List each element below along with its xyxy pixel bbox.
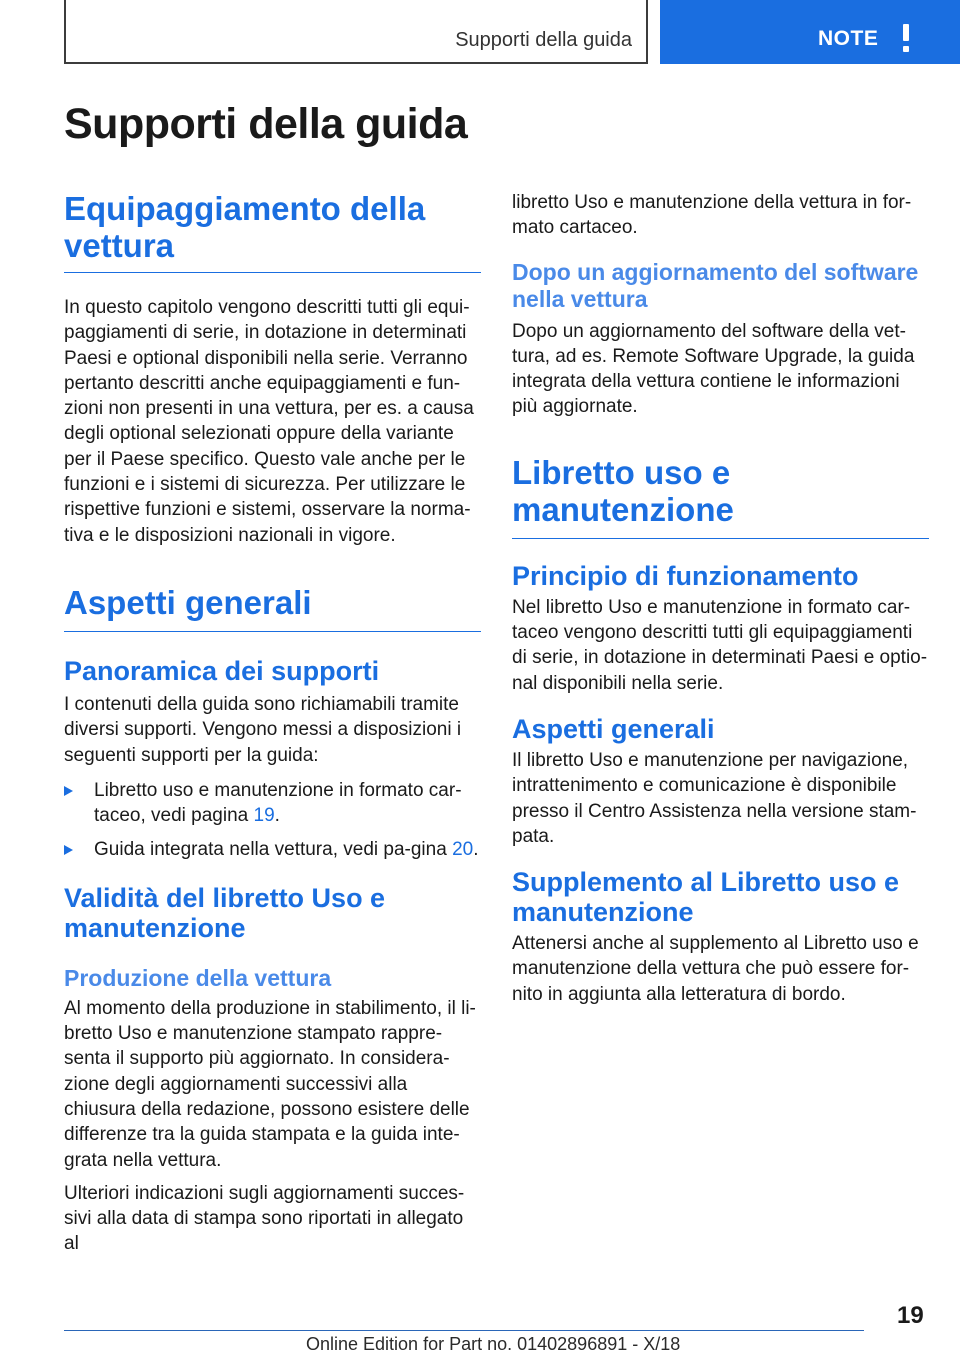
paragraph-principio: Nel libretto Uso e manutenzione in formato car-taceo vengono descritti tutti gli equipaggiamenti di serie, in dotazione in determinati Paesi e optio-nal disponibili nella serie. [512,596,928,694]
subheading-validita: Validità del libretto Uso e manutenzione [64,882,386,943]
paragraph-aspetti-generali-2: Il libretto Uso e manutenzione per navigazione, intrattenimento e comunicazione è disponibile presso il Centro Assistenza nella versione stam-pata. [512,749,917,847]
subsubheading-produzione: Produzione della vettura [64,964,332,991]
list-item-text: Libretto uso e manutenzione in formato car-taceo, vedi pagina [94,779,462,827]
paragraph-equipaggiamento: In questo capitolo vengono descritti tutti gli equi-paggiamenti di serie, in dotazione in determinati Paesi e optional disponibili nella serie. Verranno pertanto descritti anche equipaggiamenti e fun-zioni non presenti in una vettura, per es. a causa degli optional selezionati oppure della variante per il Paese specifico. Questo vale anche per le funzioni e i sistemi di sicurezza. Per utilizzare le rispettive funzioni e sistemi, osservare la norma-tiva e le disposizioni nazionali in vigore. [64,297,474,546]
header-note-label: NOTE [818,27,879,50]
subheading-supplemento: Supplemento al Libretto uso e manutenzione [512,867,900,928]
header-section-title: Supporti della guida [455,29,632,51]
subheading-panoramica: Panoramica dei supporti [64,655,380,686]
subsubheading-dopo-aggiornamento: Dopo un aggiornamento del software nella vettura [512,258,919,312]
header-note-tab [660,0,960,64]
left-column [64,190,481,1257]
section-heading-aspetti-generali: Aspetti generali [64,584,481,632]
section-heading-equipaggiamento: Equipaggiamento della vettura [64,190,481,273]
paragraph-panoramica: I contenuti della guida sono richiamabili tramite diversi supporti. Vengono messi a disposizioni i seguenti supporti per la guida: [64,693,462,766]
right-column [512,190,929,1007]
header-section-box [64,0,648,64]
subheading-principio: Principio di funzionamento [512,560,859,591]
paragraph-ulteriori: Ulteriori indicazioni sugli aggiornamenti succes-sivi alla data di stampa sono riportati in allegato al [64,1182,465,1255]
exclamation-icon [900,24,912,54]
bullet-triangle-icon [64,786,73,796]
subheading-aspetti-generali-2: Aspetti generali [512,713,715,744]
paragraph-supplemento: Attenersi anche al supplemento al Libretto uso e manutenzione della vettura che può essere for-nito in aggiunta alla letteratura di bordo. [512,933,919,1005]
footer-edition: Online Edition for Part no. 01402896891 - X/18 [306,1334,681,1354]
supports-list [64,778,481,863]
list-item [64,837,481,862]
page-link[interactable]: 19 [253,805,275,827]
page-number: 19 [897,1302,924,1329]
page-title: Supporti della guida [64,100,468,148]
list-item-end: . [274,805,280,827]
section-heading-libretto: Libretto uso e manutenzione [512,454,929,539]
list-item [64,778,481,829]
paragraph-dopo-aggiornamento: Dopo un aggiornamento del software della vet-tura, ad es. Remote Software Upgrade, la guida integrata della vettura contiene le informazioni più aggiornate. [512,320,915,418]
page-link[interactable]: 20 [452,839,474,861]
list-item-text: Guida integrata nella vettura, vedi pa-gina [94,839,453,861]
list-item-end: . [473,839,479,861]
bullet-triangle-icon [64,845,73,855]
footer-divider [64,1330,864,1331]
paragraph-produzione: Al momento della produzione in stabilimento, il li-bretto Uso e manutenzione stampato rappre-senta il supporto più aggiornato. In considera-zione degli aggiornamenti successivi alla chiusura della redazione, possono esistere delle differenze tra la guida stampata e la guida inte-grata nella vettura. [64,997,476,1171]
paragraph-continuation: libretto Uso e manutenzione della vettura in for-mato cartaceo. [512,192,912,239]
